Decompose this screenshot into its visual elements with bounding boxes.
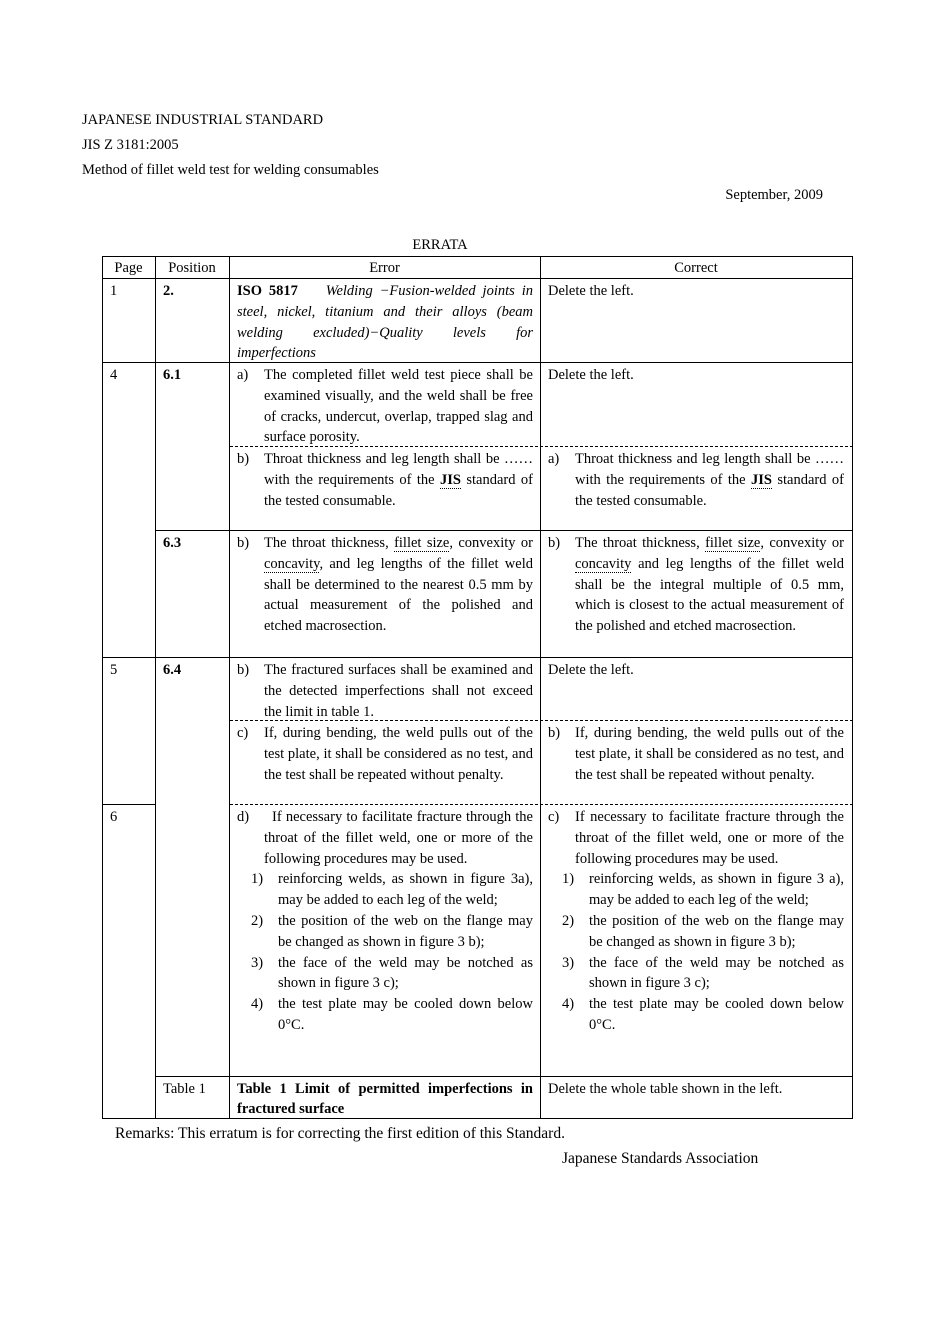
page-number: 4 <box>110 367 118 383</box>
correct-item: b) The throat thickness, fillet size, convexity or concavity and leg lengths of the fillet weld shall be the integral multiple of 0.5 mm, which is closest to the actual measurement of the polished and etched macrosection. <box>548 535 845 635</box>
column-header-page: Page <box>114 260 143 276</box>
position-label: 6.1 <box>163 367 182 383</box>
correct-item: a) Throat thickness and leg length shall be ……with the requirements of the JIS standard of the tested consumable. <box>548 451 844 509</box>
error-item: c) If, during bending, the weld pulls out of the test plate, it shall be considered as no test, and the test shall be repeated without penalty. <box>237 725 533 783</box>
correct-text: Delete the left. <box>548 662 634 678</box>
error-item: b) Throat thickness and leg length shall be ……with the requirements of the JIS standard of the tested consumable. <box>237 451 533 509</box>
errata-title: ERRATA <box>412 237 468 253</box>
standard-number: JIS Z 3181:2005 <box>82 137 179 153</box>
correct-text: Delete the left. <box>548 283 634 299</box>
correct-item: b) If, during bending, the weld pulls out of the test plate, it shall be considered as no test, and the test shall be repeated without penalty. <box>548 725 844 783</box>
column-header-correct: Correct <box>674 260 718 276</box>
standard-type: JAPANESE INDUSTRIAL STANDARD <box>82 112 324 128</box>
association-name: Japanese Standards Association <box>562 1150 759 1167</box>
correct-text: Delete the whole table shown in the left. <box>548 1081 783 1097</box>
error-item: b) The fractured surfaces shall be examined and the detected imperfections shall not exceed the limit in table 1. <box>237 662 533 720</box>
correct-text: Delete the left. <box>548 367 634 383</box>
jis-term: JIS <box>751 471 772 488</box>
error-text: Table 1 Limit of permitted imperfections in fractured surface <box>237 1081 533 1117</box>
position-label: Table 1 <box>163 1081 206 1097</box>
standard-title: Method of fillet weld test for welding consumables <box>82 162 379 178</box>
page-number: 6 <box>110 809 118 825</box>
jis-term: JIS <box>440 471 461 488</box>
error-item: b) The throat thickness, fillet size, convexity or concavity, and leg lengths of the fillet weld shall be determined to the nearest 0.5 mm by actual measurement of the polished and etched macrosection. <box>237 535 533 635</box>
position-label: 6.3 <box>163 535 182 551</box>
error-item: a) The completed fillet weld test piece shall be examined visually, and the weld shall be free of cracks, undercut, overlap, trapped slag and surface porosity. <box>237 367 533 446</box>
page-number: 1 <box>110 283 118 299</box>
column-header-error: Error <box>369 260 400 276</box>
correct-item: c) If necessary to facilitate fracture through the throat of the fillet weld, one or more of the following procedures may be used. 1) reinforcing welds, as shown in figure 3 a), may be added to each leg of the weld; 2) the position of the web on the flange may be changed as shown in figure 3 b); 3) the face of the weld may be notched as shown in figure 3 c); 4) the test plate may be cooled down below 0°C. <box>548 809 844 1033</box>
remarks: Remarks: This erratum is for correcting the first edition of this Standard. <box>115 1125 565 1142</box>
error-item: d) If necessary to facilitate fracture through the throat of the fillet weld, one or more of the following procedures may be used. 1) reinforcing welds, as shown in figure 3a), may be added to each leg of the weld; 2) the position of the web on the flange may be changed as shown in figure 3 b); 3) the face of the weld may be notched as shown in figure 3 c); 4) the test plate may be cooled down below 0°C. <box>237 809 533 1033</box>
error-text: ISO 5817 Welding −Fusion-welded joints in steel, nickel, titanium and their alloys (beam welding excluded)−Quality levels for imperfections <box>237 283 533 362</box>
page-number: 5 <box>110 662 118 678</box>
position-label: 2. <box>163 283 174 299</box>
position-label: 6.4 <box>163 662 182 678</box>
errata-date: September, 2009 <box>725 187 823 203</box>
column-header-position: Position <box>168 260 216 276</box>
